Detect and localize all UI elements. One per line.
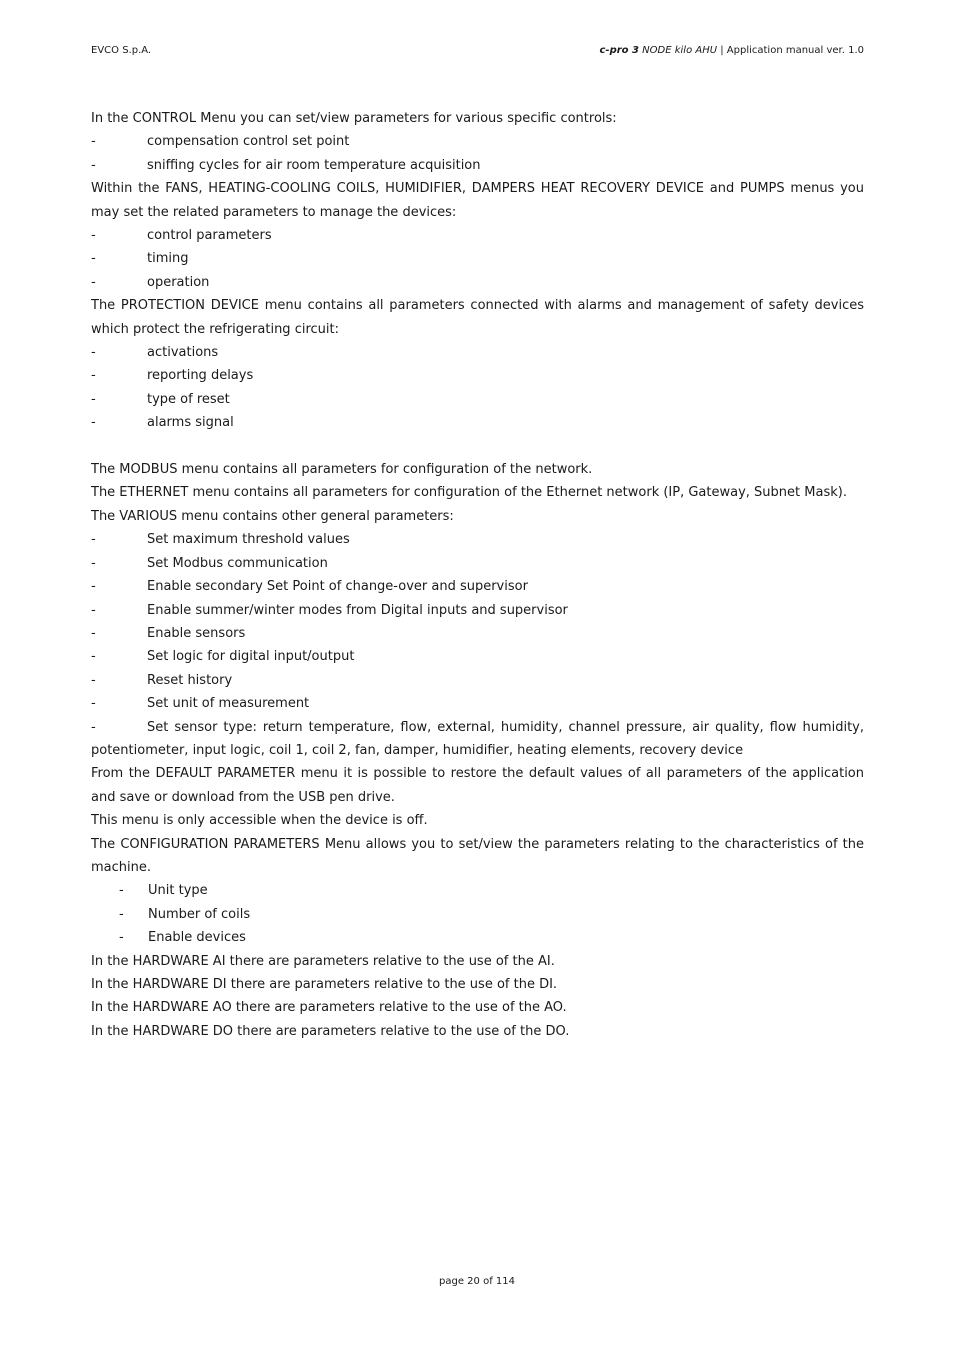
list-item: - Unit type xyxy=(119,883,208,899)
list-item: - Set unit of measurement xyxy=(91,696,310,712)
product-name-italic: NODE kilo AHU xyxy=(642,45,718,56)
product-name-bold: c-pro 3 xyxy=(599,45,639,56)
list-item: - Number of coils xyxy=(119,906,251,922)
protection-intro: The PROTECTION DEVICE menu contains all parameters connected with alarms and management of safety devices which protect the refrigerating circuit: xyxy=(91,298,864,337)
spacer xyxy=(91,435,864,458)
list-item: - reporting delays xyxy=(91,368,254,384)
manual-title xyxy=(600,44,865,58)
list-item: - Set maximum threshold values xyxy=(91,532,350,548)
list-item: - Enable secondary Set Point of change-over and supervisor xyxy=(91,579,528,595)
list-item: - Set logic for digital input/output xyxy=(91,649,355,665)
list-item: - compensation control set point xyxy=(91,134,350,150)
list-item: - Set Modbus communication xyxy=(91,555,328,571)
hardware-di-paragraph: In the HARDWARE DI there are parameters relative to the use of the DI. xyxy=(91,977,558,993)
hardware-ao-paragraph: In the HARDWARE AO there are parameters relative to the use of the AO. xyxy=(91,1000,567,1016)
modbus-paragraph: The MODBUS menu contains all parameters for configuration of the network. xyxy=(91,462,593,478)
fans-intro: Within the FANS, HEATING-COOLING COILS, HUMIDIFIER, DAMPERS HEAT RECOVERY DEVICE and PUMPS menus you may set the related parameters to manage the devices: xyxy=(91,181,864,220)
default-note: This menu is only accessible when the device is off. xyxy=(91,813,428,829)
list-item: - timing xyxy=(91,251,189,267)
list-item: - Enable devices xyxy=(119,930,246,946)
manual-version: | Application manual ver. 1.0 xyxy=(720,45,864,56)
page-header xyxy=(91,44,864,58)
hardware-ai-paragraph: In the HARDWARE AI there are parameters relative to the use of the AI. xyxy=(91,953,555,969)
list-item: - alarms signal xyxy=(91,415,234,431)
list-item: - Enable summer/winter modes from Digital inputs and supervisor xyxy=(91,602,568,618)
list-item: - Enable sensors xyxy=(91,625,246,641)
company-name: EVCO S.p.A. xyxy=(91,45,152,56)
configuration-intro: The CONFIGURATION PARAMETERS Menu allows you to set/view the parameters relating to the characteristics of the machine. xyxy=(91,836,864,875)
ethernet-paragraph: The ETHERNET menu contains all parameters for configuration of the Ethernet network (IP, Gateway, Subnet Mask). xyxy=(91,485,847,501)
page-number: page 20 of 114 xyxy=(439,1276,515,1287)
list-item: - activations xyxy=(91,345,219,361)
various-intro: The VARIOUS menu contains other general parameters: xyxy=(91,508,454,524)
list-item: - control parameters xyxy=(91,228,272,244)
hardware-do-paragraph: In the HARDWARE DO there are parameters relative to the use of the DO. xyxy=(91,1023,570,1039)
list-item: - type of reset xyxy=(91,391,230,407)
list-item-sensor-type: - Set sensor type: return temperature, flow, external, humidity, channel pressure, air quality, flow humidity, potentiometer, input logic, coil 1, coil 2, fan, damper, humidifier, heating elements, recovery device xyxy=(91,719,864,758)
document-body xyxy=(91,107,864,1043)
control-intro: In the CONTROL Menu you can set/view parameters for various specific controls: xyxy=(91,111,617,126)
list-item: - operation xyxy=(91,274,210,290)
default-parameter-paragraph: From the DEFAULT PARAMETER menu it is possible to restore the default values of all parameters of the application and save or download from the USB pen drive. xyxy=(91,766,864,805)
list-item: - sniffing cycles for air room temperature acquisition xyxy=(91,157,481,173)
list-item: - Reset history xyxy=(91,672,233,688)
